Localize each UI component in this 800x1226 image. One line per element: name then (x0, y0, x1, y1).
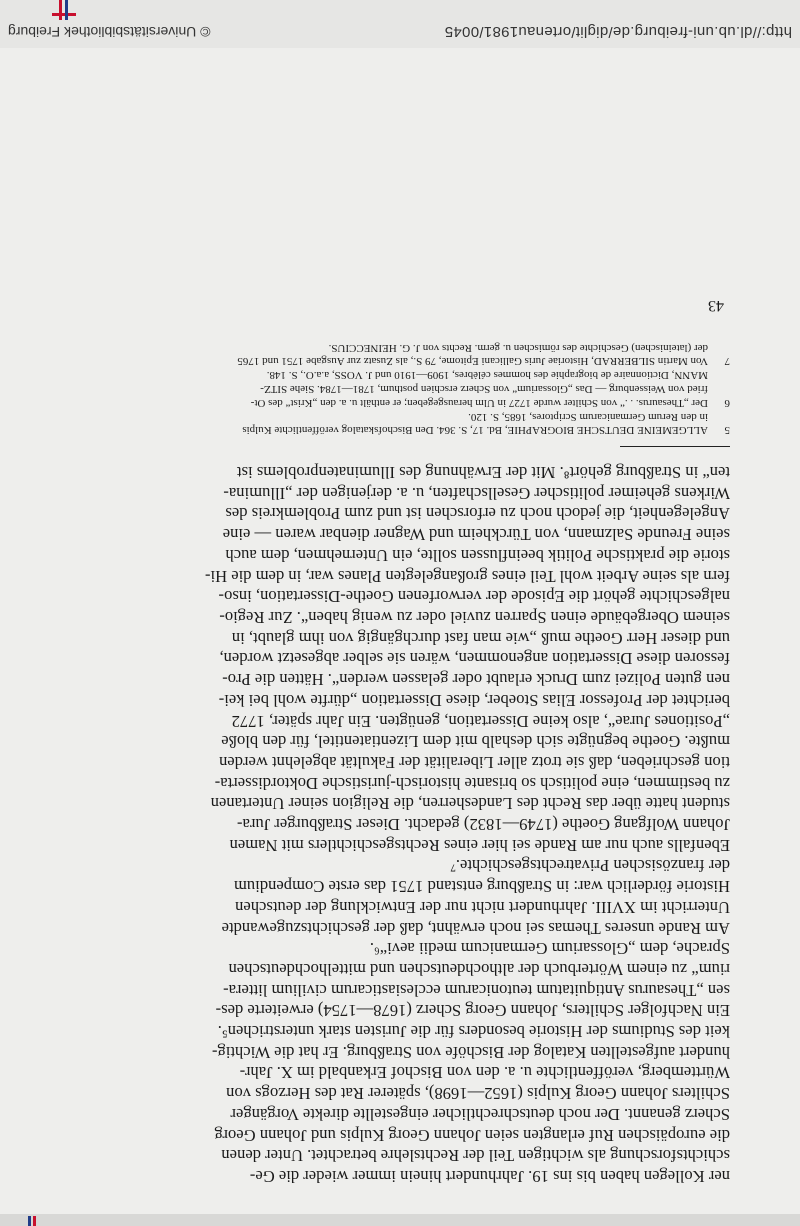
text-line: rium“ zu einem Wörterbuch der althochdeutschen und mittelhochdeutschen (228, 959, 730, 979)
text-line: fessoren diese Dissertation angenommen, wären sie selber abgesetzt worden, (219, 649, 730, 669)
text-line: seine Freunde Salzmann, von Türckheim und Wagner dienbar waren — eine (222, 525, 730, 545)
text-line: Schilters Johann Georg Kulpis (1652—1698), späterer Rat des Herzogs von (226, 1084, 730, 1104)
ub-freiburg-logo-icon (44, 0, 84, 20)
source-url-link[interactable]: http://dl.ub.uni-freiburg.de/diglit/ortenau1981/0045 (444, 23, 792, 40)
text-line: Sprache, dem „Glossarium Germanicum medii aevi“⁶. (369, 939, 730, 959)
text-line: sen „Thesaurus Antiquitatum teutonicarum ecclesiasticarum civilium littera- (223, 980, 730, 1000)
top-strip (0, 1214, 800, 1226)
text-line: keit des Studiums der Historie besonders für die Juristen stark unterstrichen⁵. (217, 1022, 730, 1042)
text-line: nalgeschichte gehört die Episode der verworfenen Goethe-Dissertation, inso- (218, 587, 730, 607)
footnote-line: Von Martin SILBERRAD, Historiae Juris Gallicani Epitome, 79 S., als Zusatz zur Ausgabe 1751 und 1765 (237, 355, 708, 368)
text-line: Johann Wolfgang Goethe (1749—1832) gedacht. Dieser Straßburger Jura- (237, 815, 730, 835)
document-page (70, 296, 730, 1186)
source-footer (0, 0, 800, 48)
text-line: Am Rande unseres Themas sei noch erwähnt, daß der geschichtszugewandte (221, 918, 730, 938)
footnote-line: MANN, Dictionnaire de biographie des hommes célèbres, 1909—1910 und J. VOSS, a.a.O., S. 148. (266, 369, 708, 382)
footnote-number: 5 (724, 424, 730, 437)
paragraph-1 (70, 938, 730, 1186)
footnote-7 (70, 340, 730, 368)
paragraph-2 (70, 855, 730, 938)
text-line: ten“ in Straßburg gehört⁸. Mit der Erwähnung des Illuminatenproblems ist (236, 463, 730, 483)
page-number: 43 (708, 296, 724, 314)
footnote-line: fried von Weissenburg — Das „Glossarium“ von Scherz erschien posthum, 1781—1784. Siehe SITZ- (260, 383, 708, 395)
text-line: Angelegenheit, die jedoch noch zu erforschen ist und zum Problemkreis des (225, 504, 730, 524)
text-line: „Positiones Jurae“, also keine Dissertation, genügten. Ein Jahr später, 1772 (231, 711, 730, 731)
footnote-line: der (lateinischen) Geschichte des römischen u. germ. Rechts von J. G. HEINECCIUS. (328, 341, 708, 354)
text-line: der französischen Privatrechtsgeschichte.⁷ (450, 856, 730, 876)
footnote-line: Der „Thesaurus. . .“ von Schilter wurde 1727 in Ulm herausgegeben; er enthält u. a. den „Krist“ des Ot- (250, 396, 708, 409)
text-line: Ebenfalls auch nur am Rande sei hier eines Rechtsgeschichtlers mit Namen (229, 835, 730, 855)
footnote-text (70, 367, 708, 408)
text-line: die europäischen Ruf erlangten seien Johann Georg Kulpis und Johann Georg (214, 1125, 730, 1145)
text-line: Unterricht im XVIII. Jahrhundert nicht nur der Entwicklung der deutschen (235, 897, 730, 917)
footnote-text (70, 409, 708, 437)
paragraph-3 (70, 461, 730, 854)
text-line: und dieser Herr Goethe muß „wie man fast durchgängig von ihm glaubt, in (231, 628, 730, 648)
text-line: Scherz genannt. Der noch deutschrechtlicher eingestellte direkte Vorgänger (230, 1104, 730, 1124)
footnote-line: in den Rerum Germanicarum Scriptores, 1685, S. 120. (468, 410, 708, 423)
footnote-line: ALLGEMEINE DEUTSCHE BIOGRAPHIE, Bd. 17, S. 364. Den Bischofskatalog veröffentlichte Kulpis (242, 424, 708, 437)
text-line: berichtet der Professor Elias Stoeber, diese Dissertation „dürfte wohl bei kei- (218, 690, 730, 710)
footnote-6 (70, 367, 730, 408)
text-line: Historie förderlich war: in Straßburg entstand 1751 das erste Compendium (233, 877, 730, 897)
text-line: fern als seine Arbeit wohl Teil eines großangelegten Planes war, in dem die Hi- (204, 566, 730, 586)
footnote-divider (620, 446, 730, 447)
text-line: nen guten Polizei zum Druck erlaubt oder gelassen werden“. Hätten die Pro- (222, 670, 730, 690)
copyright-notice: © Universitätsbibliothek Freiburg (8, 24, 211, 40)
text-line: storie die praktische Politik beeinflussen sollte, ein Unternehmen, dem auch (225, 545, 730, 565)
text-line: tion geschrieben, daß sie trotz aller Liberalität der Fakultät abgelehnt werden (219, 752, 730, 772)
text-line: schichtsforschung als wichtigen Teil der Rechtslehre betrachtet. Unter denen (221, 1146, 730, 1166)
footnote-5 (70, 409, 730, 437)
text-line: ner Kollegen haben bis ins 19. Jahrhundert hinein immer wieder die Ge- (249, 1167, 730, 1186)
ub-freiburg-logo-icon (22, 1216, 46, 1226)
footnote-text (70, 340, 708, 368)
text-line: Wirkens geheimer politischer Gesellschaften, u. a. derjenigen der „Illumina- (223, 483, 730, 503)
text-line: student hatte über das Recht des Landesherren, die Religion seiner Untertanen (210, 794, 730, 814)
text-line: seinem Obergebäude einen Sparren zuviel oder zu wenig haben“. Zur Regio- (219, 608, 730, 628)
text-line: Ein Nachfolger Schilters, Johann Georg Scherz (1678—1754) erweiterte des- (215, 1001, 730, 1021)
footnote-number: 6 (724, 396, 730, 409)
text-line: zu bestimmen, eine politisch so brisante historisch-juristische Doktordisserta- (214, 773, 730, 793)
text-line: mußte. Goethe begnügte sich deshalb mit dem Lizentiatentitel, für den bloße (221, 732, 730, 752)
text-line: hundert aufgestellten Katalog der Bischöfe von Straßburg. Er hat die Wichtig- (211, 1042, 730, 1062)
text-line: Württemberg, veröffentlichte u. a. den von Bischof Erkanbald im X. Jahr- (239, 1063, 730, 1083)
footnote-number: 7 (724, 355, 730, 368)
